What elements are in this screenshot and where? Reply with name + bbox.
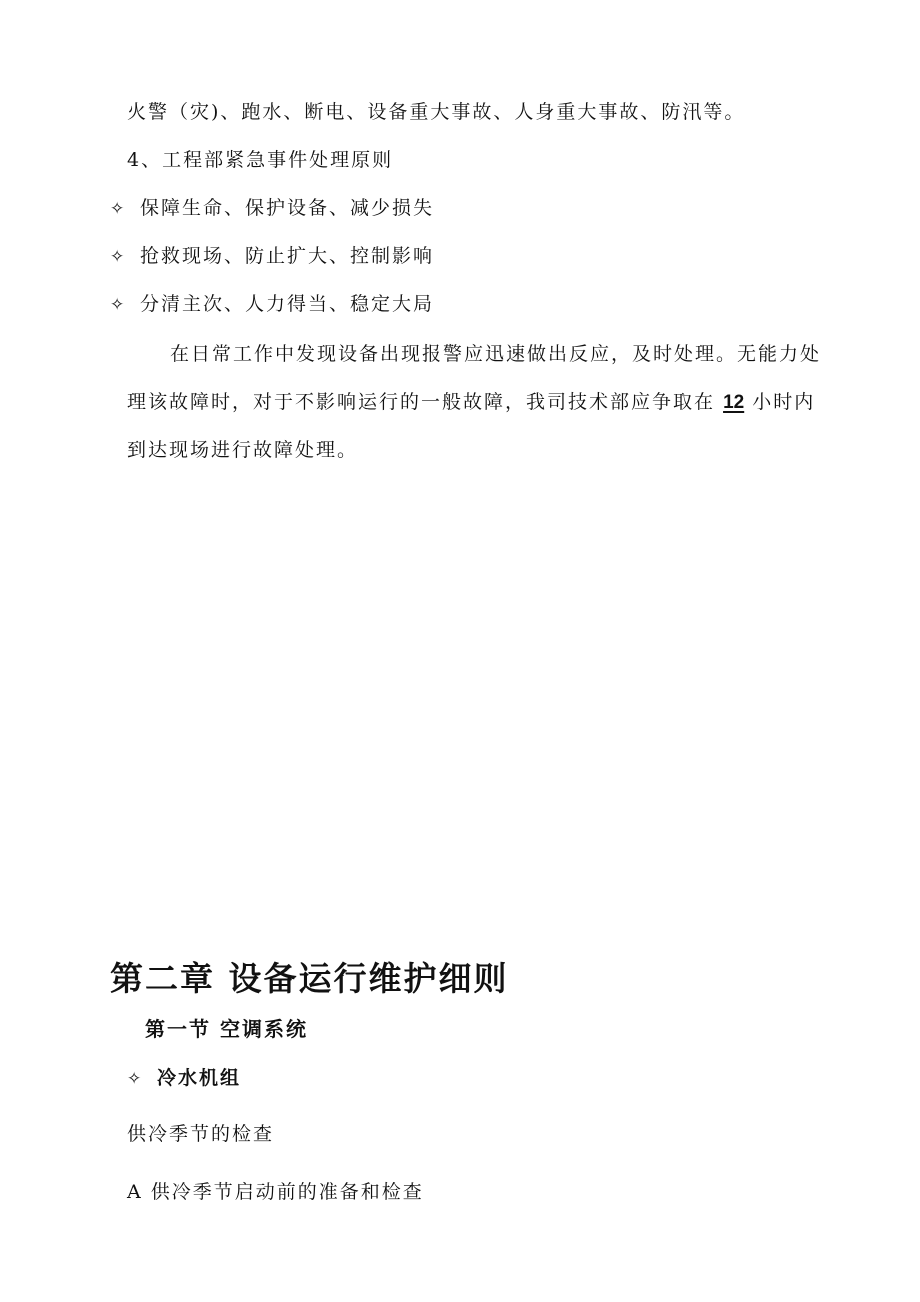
principle-item-text: 分清主次、人力得当、稳定大局 [140, 293, 435, 315]
paragraph-line-2-text: 理该故障时，对于不影响运行的一般故障，我司技术部应争取在 [127, 391, 716, 413]
paragraph-line-2-end: 小时内 [752, 391, 816, 413]
diamond-bullet-icon: ✧ [110, 295, 127, 315]
principle-item-text: 保障生命、保护设备、减少损失 [140, 197, 435, 219]
principle-item [110, 292, 434, 317]
principle-item [110, 196, 434, 221]
subheading-cooling-check: 供冷季节的检查 [127, 1123, 275, 1145]
subheading-prestart-check: A 供冷季节启动前的准备和检查 [127, 1181, 424, 1203]
equipment-item [127, 1066, 241, 1091]
section-title: 第一节 空调系统 [145, 1017, 308, 1041]
diamond-bullet-icon: ✧ [127, 1069, 144, 1089]
principles-heading: 4、工程部紧急事件处理原则 [127, 149, 394, 171]
paragraph-line-1: 在日常工作中发现设备出现报警应迅速做出反应，及时处理。无能力处 [170, 343, 822, 365]
diamond-bullet-icon: ✧ [110, 247, 127, 267]
principle-item [110, 244, 434, 269]
equipment-item-label: 冷水机组 [157, 1067, 242, 1089]
intro-line: 火警（灾)、跑水、断电、设备重大事故、人身重大事故、防汛等。 [127, 101, 746, 123]
principle-item-text: 抢救现场、防止扩大、控制影响 [140, 245, 435, 267]
paragraph-line-2 [127, 390, 815, 415]
chapter-title: 第二章 设备运行维护细则 [110, 959, 509, 998]
paragraph-line-3: 到达现场进行故障处理。 [127, 439, 359, 461]
response-hours: 12 [723, 392, 745, 413]
diamond-bullet-icon: ✧ [110, 199, 127, 219]
